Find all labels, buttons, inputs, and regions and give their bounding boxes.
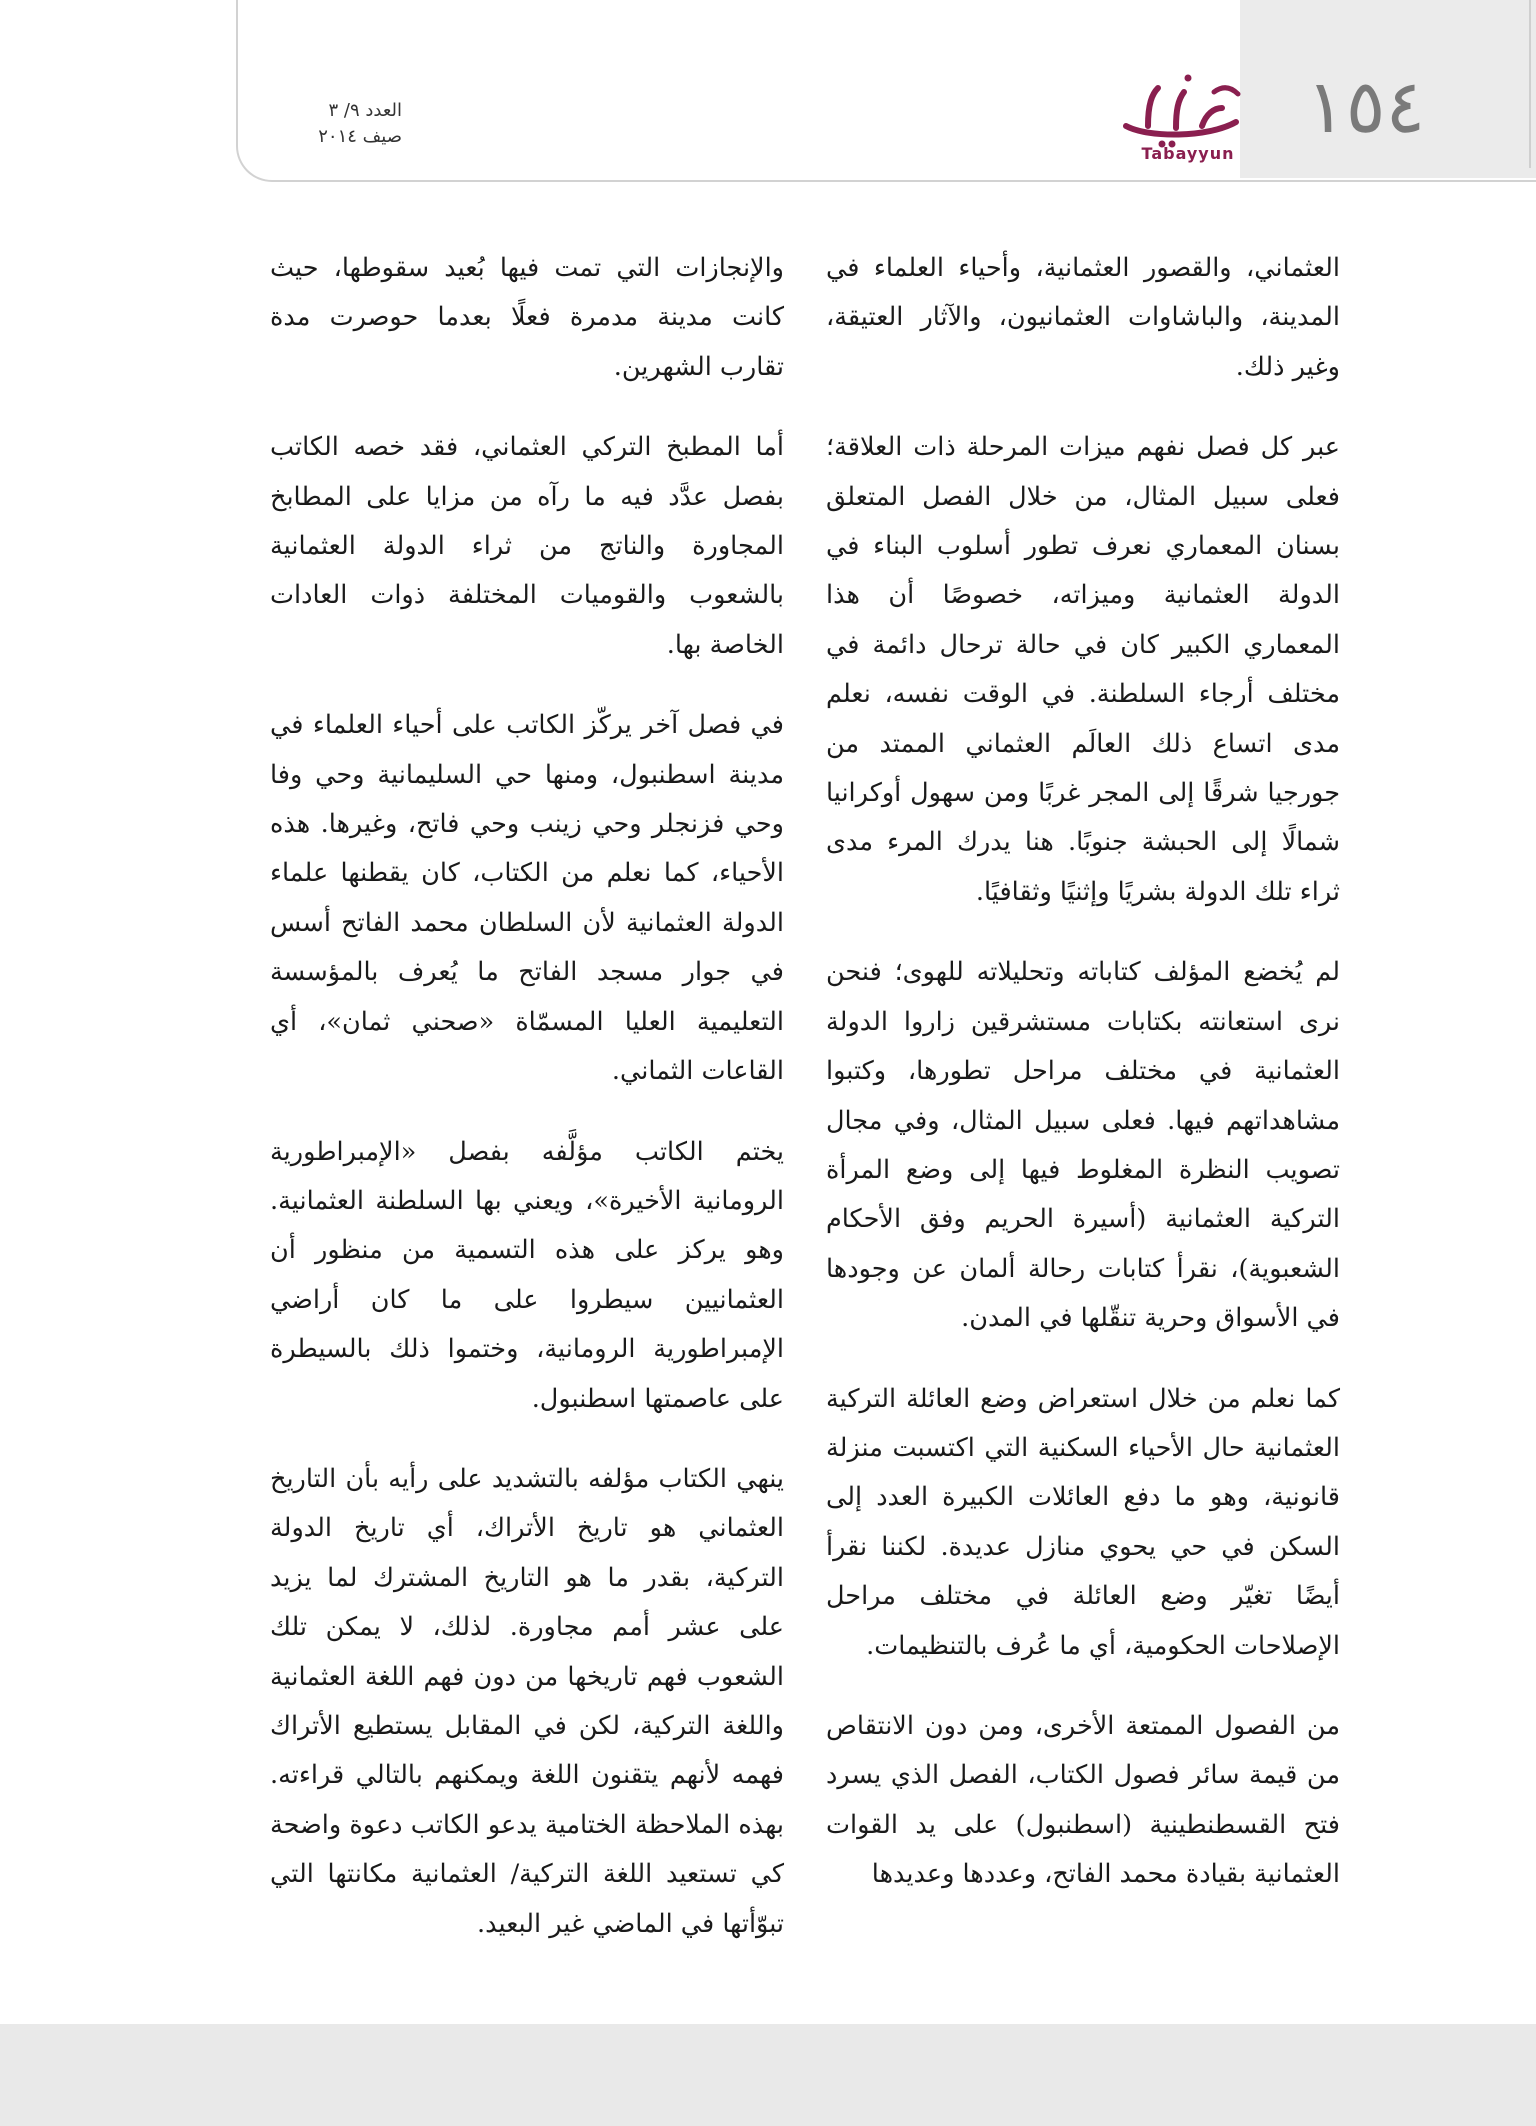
paragraph: ينهي الكتاب مؤلفه بالتشديد على رأيه بأن التاريخ العثماني هو تاريخ الأتراك، أي تاريخ الدولة التركية، بقدر ما هو التاريخ المشترك لما يزيد على عشر أمم مجاورة. لذلك، لا يمكن تلك الشعوب فهم تاريخها من دون فهم اللغة العثمانية واللغة التركية، لكن في المقابل يستطيع الأتراك فهمه لأنهم يتقنون اللغة ويمكنهم بالتالي قراءته. بهذه الملاحظة الختامية يدعو الكاتب دعوة واضحة كي تستعيد اللغة التركية/ العثمانية مكانتها التي تبوّأتها في الماضي غير البعيد. [270, 1463, 784, 1939]
header-separator [1529, 0, 1531, 168]
article-column-left [270, 244, 784, 1944]
page-number: ١٥٤ [1306, 64, 1426, 150]
paragraph: في فصل آخر يركّز الكاتب على أحياء العلماء في مدينة اسطنبول، ومنها حي السليمانية وحي وفا وحي فزنجلر وحي زينب وحي فاتح، وغيرها. هذه الأحياء، كما نعلم من الكتاب، كان يقطنها علماء الدولة العثمانية لأن السلطان محمد الفاتح أسس في جوار مسجد الفاتح ما يُعرف بالمؤسسة التعليمية العليا المسمّاة «صحني ثمان»، أي القاعات الثماني. [270, 710, 784, 1087]
issue-info [262, 98, 402, 150]
logo-latin-text: Tabayyun [1141, 144, 1235, 163]
tabayyun-logo-mark [1118, 64, 1248, 148]
paragraph: أما المطبخ التركي العثماني، فقد خصه الكاتب بفصل عدَّد فيه ما رآه من مزايا على المطابخ المجاورة والناتج من ثراء الدولة العثمانية بالشعوب والقوميات المختلفة ذوات العادات الخاصة بها. [270, 432, 784, 660]
paragraph: يختم الكاتب مؤلَّفه بفصل «الإمبراطورية الرومانية الأخيرة»، ويعني بها السلطنة العثمانية. وهو يركز على هذه التسمية من منظور أن العثمانيين سيطروا على ما كان أراضي الإمبراطورية الرومانية، وختموا ذلك بالسيطرة على عاصمتها اسطنبول. [270, 1136, 784, 1414]
issue-season: صيف ٢٠١٤ [318, 126, 402, 147]
article-column-right [826, 244, 1340, 1944]
paragraph: من الفصول الممتعة الأخرى، ومن دون الانتقاص من قيمة سائر فصول الكتاب، الفصل الذي يسرد فتح القسطنطينية (اسطنبول) على يد القوات العثمانية بقيادة محمد الفاتح، وعددها وعديدها [826, 1710, 1340, 1890]
paragraph: كما نعلم من خلال استعراض وضع العائلة التركية العثمانية حال الأحياء السكنية التي اكتسبت منزلة قانونية، وهو ما دفع العائلات الكبيرة العدد إلى السكن في حي يحوي منازل عديدة. لكننا نقرأ أيضًا تغيّر وضع العائلة في مختلف مراحل الإصلاحات الحكومية، أي ما عُرف بالتنظيمات. [826, 1383, 1340, 1661]
footer-band [0, 2024, 1536, 2126]
paragraph: والإنجازات التي تمت فيها بُعيد سقوطها، حيث كانت مدينة مدمرة فعلًا بعدما حوصرت مدة تقارب الشهرين. [270, 253, 784, 382]
tabayyun-logo [1118, 64, 1248, 164]
paragraph: لم يُخضع المؤلف كتاباته وتحليلاته للهوى؛ فنحن نرى استعانته بكتابات مستشرقين زاروا الدولة العثمانية في مختلف مراحل تطورها، وكتبوا مشاهداتهم فيها. فعلى سبيل المثال، وفي مجال تصويب النظرة المغلوط فيها إلى وضع المرأة التركية العثمانية (أسيرة الحريم وفق الأحكام الشعبوية)، نقرأ كتابات رحالة ألمان عن وجودها في الأسواق وحرية تنقّلها في المدن. [826, 957, 1340, 1334]
paragraph: عبر كل فصل نفهم ميزات المرحلة ذات العلاقة؛ فعلى سبيل المثال، من خلال الفصل المتعلق بسنان المعماري نعرف تطور أسلوب البناء في الدولة العثمانية وميزاته، خصوصًا أن هذا المعماري الكبير كان في حالة ترحال دائمة في مختلف أرجاء السلطنة. في الوقت نفسه، نعلم مدى اتساع ذلك العالَم العثماني الممتد من جورجيا شرقًا إلى المجر غربًا ومن سهول أوكرانيا شمالًا إلى الحبشة جنوبًا. هنا يدرك المرء مدى ثراء تلك الدولة بشريًا وإثنيًا وثقافيًا. [826, 432, 1340, 907]
paragraph: العثماني، والقصور العثمانية، وأحياء العلماء في المدينة، والباشاوات العثمانيون، والآثار العتيقة، وغير ذلك. [826, 253, 1340, 382]
issue-number: العدد ٩/ ٣ [328, 100, 402, 121]
